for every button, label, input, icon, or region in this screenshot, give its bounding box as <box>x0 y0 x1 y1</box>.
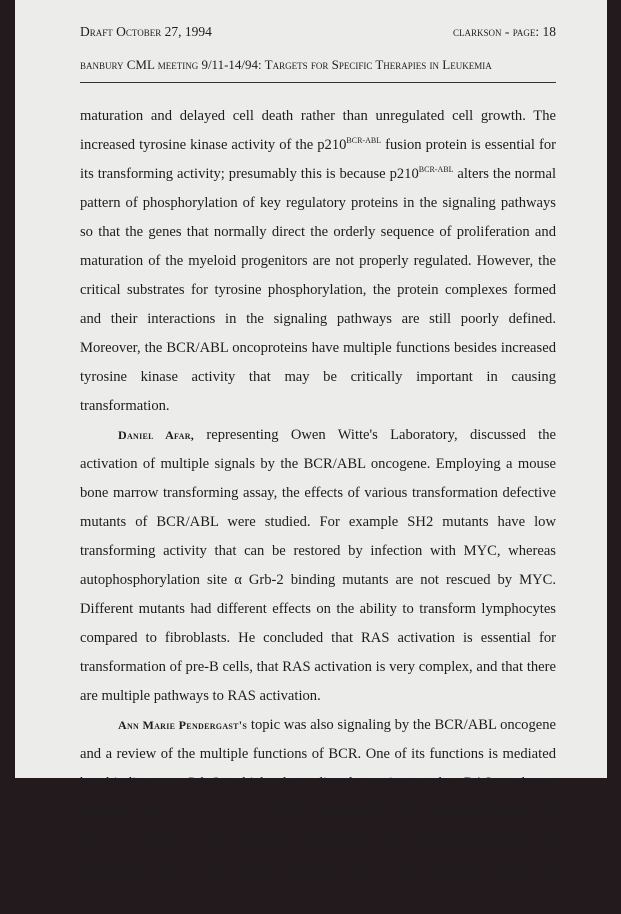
speaker-name: Daniel Afar, <box>118 428 195 442</box>
draft-date: Draft October 27, 1994 <box>80 24 212 39</box>
meeting-title: banbury CML meeting 9/11-14/94: Targets for Specific Therapies in Leukemia <box>80 57 492 72</box>
paragraph-3: Ann Marie Pendergast's topic was also signaling by the BCR/ABL oncogene and a review of the multiple functions of BCR. One of its functions is mediated by binding to Grb-2 which then directly activates the RAS pathway. Phosphorylation of Tyr 177 in BCR is essential for Grb-2 binding. Mutation of Tyr 177 prevents Grb-2 binding and decreases the transforming ability of BCR/ABL. Grb-2 is an adapter molecule with two SH3 domains flanking an SH2 <box>80 717 556 907</box>
paragraph-2: Daniel Afar, representing Owen Witte's Laboratory, discussed the activation of multiple signals by the BCR/ABL oncogene. Employing a mouse bone marrow transforming assay, the effects of various transformation defective mutants of BCR/ABL were studied. For example SH2 mutants have low transforming activity that can be restored by infection with MYC, whereas autophosphorylation site α Grb-2 binding mutants are not rescued by MYC. Different mutants had different effects on the ability to transform lymphocytes compared to fibroblasts. He concluded that RAS activation is essential for transformation of pre-B cells, that RAS activation is very complex, and that there are multiple pathways to RAS activation. <box>80 427 556 704</box>
paragraph-1: maturation and delayed cell death rather than unregulated cell growth. The increased tyrosine kinase activity of the $p210^{BCR-ABL}$ fusion protein is essential for its transforming activity; presumably this is because $p210^{BCR-ABL}$ alters the normal pattern of phosphorylation of key regulatory proteins in the signaling pathways so that the genes that normally direct the orderly sequence of proliferation and maturation of the myeloid progenitors are not properly regulated. However, the critical substrates for tyrosine phosphorylation, the protein complexes formed and their interactions in the signaling pathways are still poorly defined. Moreover, the BCR/ABL oncoproteins have multiple functions besides increased tyrosine kinase activity that may be critically important in causing transformation. <box>80 108 557 414</box>
running-header <box>80 24 556 40</box>
header-rule <box>80 82 556 83</box>
document-body <box>80 102 556 914</box>
page-label: clarkson - page: 18 <box>452 24 556 39</box>
document-page <box>15 0 607 907</box>
speaker-name: Ann Marie Pendergast's <box>118 718 248 732</box>
